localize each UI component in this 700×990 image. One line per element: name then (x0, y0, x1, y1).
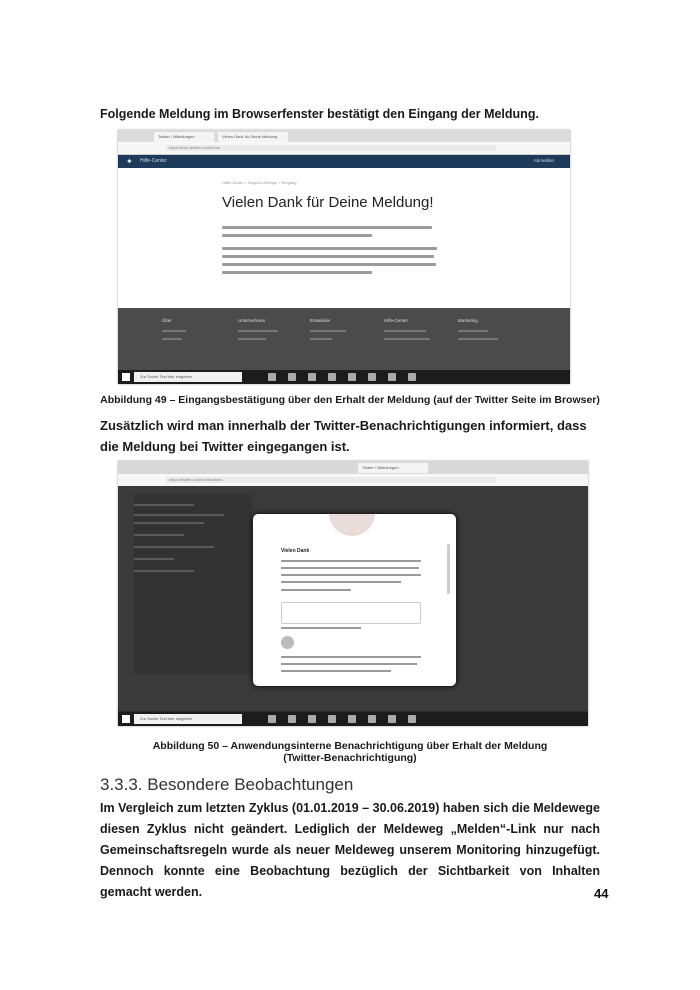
page-footer (118, 308, 570, 370)
dimmed-line (134, 534, 184, 536)
browser-tab: Twitter / Mitteilungen (154, 132, 214, 142)
reported-tweet-box (281, 602, 421, 624)
modal-text-line (281, 567, 419, 569)
text-line (222, 247, 437, 250)
modal-text-line (281, 560, 421, 562)
caption-line-1: Abbildung 50 – Anwendungsinterne Benachrichtigung über Erhalt der Meldung (152, 740, 548, 752)
windows-taskbar (118, 370, 570, 384)
text-line (222, 234, 372, 237)
breadcrumb: Hilfe-Center > Support-Anfrage > Eingang (222, 180, 297, 185)
browser-tab-bar (118, 461, 588, 474)
dimmed-line (134, 546, 214, 548)
figure-caption-49: Abbildung 49 – Eingangsbestätigung über den Erhalt der Meldung (auf der Twitter Seite im Browser) (100, 394, 600, 406)
address-bar (118, 142, 570, 155)
body-paragraph-3: Im Vergleich zum letzten Zyklus (01.01.2019 – 30.06.2019) haben sich die Meldewege diesen Zyklus nicht geändert. Lediglich der Meldeweg „Melden“-Link nur nach Gemeinschaftsregeln wurde als neuer Meldeweg unserem Monitoring hinzugefügt. Dennoch konnte eine Beobachtung bezüglich der Sichtbarkeit von Inhalten gemacht werden. (100, 801, 600, 899)
modal-text-line (281, 581, 401, 583)
taskbar-app-icon (348, 373, 356, 381)
header-brand: Hilfe-Center (140, 158, 167, 164)
url-field: https://help.twitter.com/forms (166, 145, 496, 151)
modal-text-line (281, 656, 421, 658)
dimmed-line (134, 570, 194, 572)
footer-link (310, 330, 346, 332)
shield-icon (329, 514, 375, 536)
dimmed-line (134, 504, 194, 506)
footer-col: Hilfe-Center (384, 318, 409, 323)
taskbar-app-icon (348, 715, 356, 723)
browser-tab-active: Vielen Dank für Deine Meldung (218, 132, 288, 142)
windows-start-icon (122, 373, 130, 381)
taskbar-app-icon (368, 373, 376, 381)
footer-col: Entwickler (310, 318, 331, 323)
taskbar-app-icon (308, 373, 316, 381)
windows-taskbar (118, 712, 588, 726)
taskbar-app-icon (388, 373, 396, 381)
footer-link (162, 330, 186, 332)
footer-link (384, 338, 430, 340)
modal-text-line (281, 574, 421, 576)
section-heading: 3.3.3. Besondere Beobachtungen (100, 775, 354, 794)
footer-link (238, 330, 278, 332)
header-right-link: Abmelden (533, 158, 554, 163)
url-field: https://twitter.com/notifications (166, 477, 496, 483)
text-line (222, 255, 434, 258)
footer-link (238, 338, 266, 340)
taskbar-app-icon (388, 715, 396, 723)
dimmed-line (134, 522, 204, 524)
taskbar-search: Zur Suche Text hier eingeben (134, 714, 242, 724)
caption-line-2: (Twitter-Benachrichtigung) (283, 752, 417, 764)
taskbar-search: Zur Suche Text hier eingeben (134, 372, 242, 382)
taskbar-app-icon (408, 715, 416, 723)
dimmed-line (134, 514, 224, 516)
modal-text-line (281, 670, 391, 672)
taskbar-app-icon (268, 373, 276, 381)
modal-title: Vielen Dank (281, 548, 310, 554)
screenshot-twitter-notification (118, 461, 588, 726)
footer-col: Über (162, 318, 172, 323)
confirmation-content (118, 168, 570, 308)
text-line (222, 226, 432, 229)
taskbar-app-icon (308, 715, 316, 723)
figure-caption-50 (100, 740, 600, 764)
avatar (281, 636, 294, 649)
text-line (222, 271, 372, 274)
taskbar-app-icon (328, 715, 336, 723)
modal-text-line (281, 663, 417, 665)
body-paragraph-2: Zusätzlich wird man innerhalb der Twitter-Benachrichtigungen informiert, dass die Meldung bei Twitter eingegangen ist. (100, 418, 587, 454)
taskbar-app-icon (408, 373, 416, 381)
modal-text-line (281, 589, 351, 591)
footer-link (458, 338, 498, 340)
text-line (222, 263, 436, 266)
twitter-bird-icon: ✦ (126, 157, 133, 166)
footer-col: Marketing (458, 318, 478, 323)
footer-link (310, 338, 332, 340)
taskbar-app-icon (288, 373, 296, 381)
browser-tab-bar (118, 130, 570, 142)
taskbar-app-icon (368, 715, 376, 723)
footer-link (162, 338, 182, 340)
modal-scrollbar (447, 544, 450, 594)
dimmed-side-panel (134, 494, 252, 674)
taskbar-app-icon (288, 715, 296, 723)
modal-text-line (281, 627, 361, 629)
taskbar-app-icon (268, 715, 276, 723)
footer-link (458, 330, 488, 332)
footer-col: Unternehmen (238, 318, 266, 323)
intro-paragraph: Folgende Meldung im Browserfenster bestätigt den Eingang der Meldung. (100, 107, 539, 121)
thank-you-modal (253, 514, 456, 686)
help-center-header (118, 155, 570, 168)
browser-tab: Twitter / Mitteilungen (358, 463, 428, 473)
footer-link (384, 330, 426, 332)
screenshot-confirmation-browser (118, 130, 570, 384)
page-number: 44 (594, 886, 609, 901)
windows-start-icon (122, 715, 130, 723)
dimmed-line (134, 558, 174, 560)
taskbar-app-icon (328, 373, 336, 381)
confirmation-heading: Vielen Dank für Deine Meldung! (222, 194, 434, 211)
